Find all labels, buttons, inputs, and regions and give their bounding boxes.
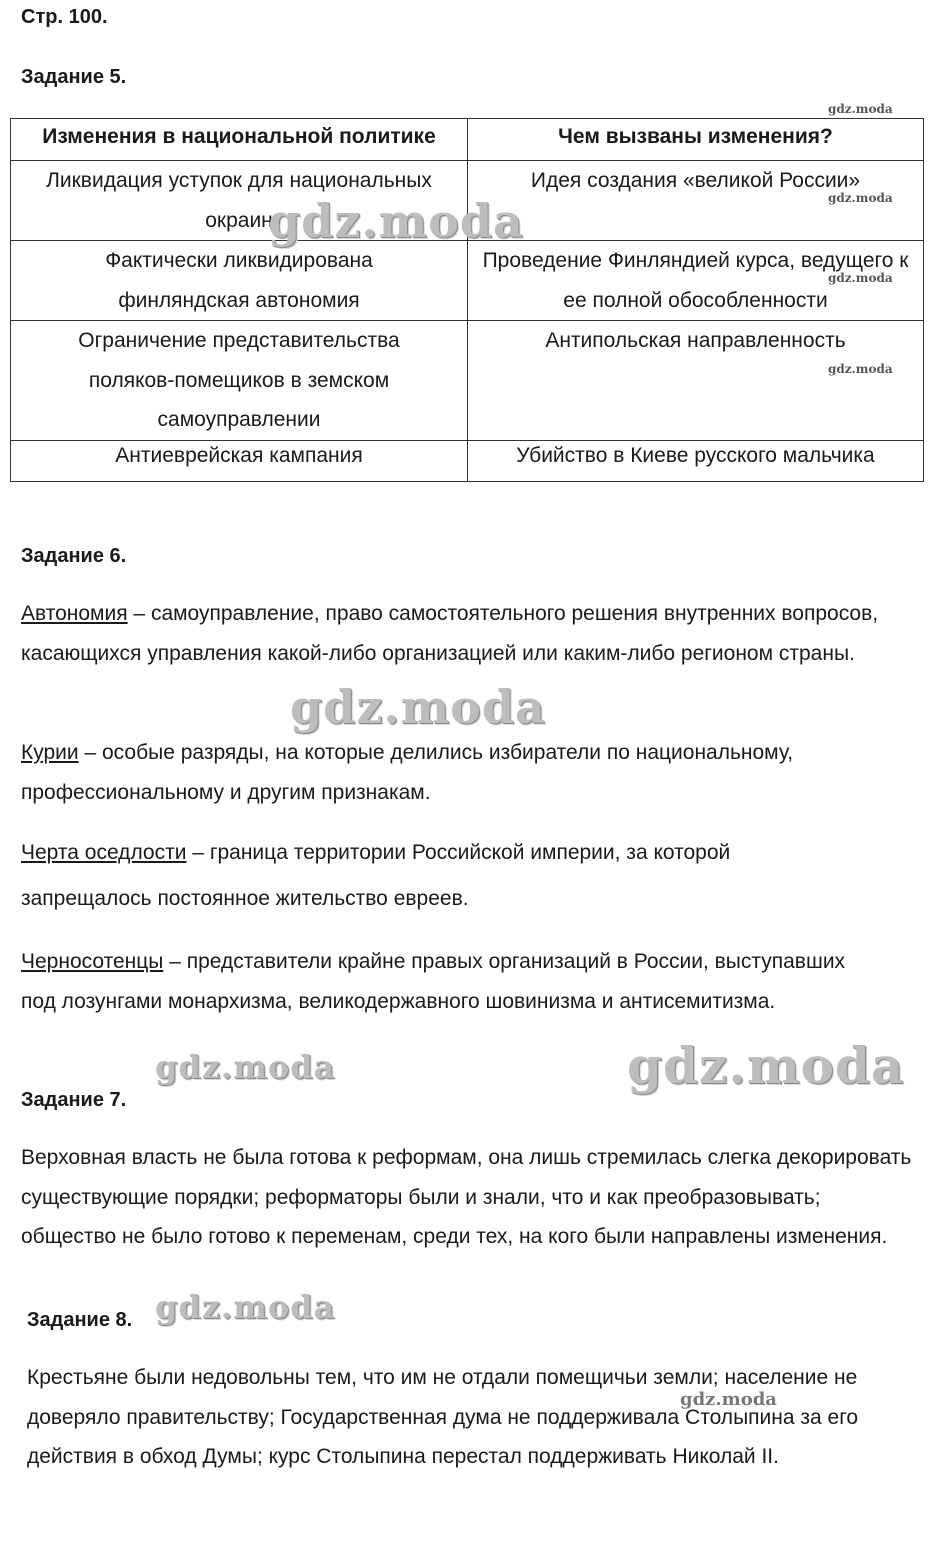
task6-title: Задание 6.: [21, 545, 127, 567]
definition-text: – граница территории Российской империи, за которой запрещалось постоянное жительство евреев.: [21, 841, 731, 910]
task8-text: Крестьяне были недовольны тем, что им не отдали помещичьи земли; население не доверяло правительству; Государственная дума не поддерживала Столыпина за его действия в обход Думы; курс Столыпина перестал поддерживать Николай II.: [27, 1366, 859, 1468]
table-cell: Проведение Финляндией курса, ведущего к ее полной обособленности: [468, 241, 924, 321]
table-header-row: [11, 119, 924, 161]
table-cell: Ликвидация уступок для национальных окраин: [11, 161, 468, 241]
table-row: [11, 441, 924, 482]
table-row: [11, 321, 924, 441]
table-cell: Фактически ликвидирована финляндская автономия: [11, 241, 468, 321]
table-header-cell: Изменения в национальной политике: [11, 119, 468, 161]
term: Черносотенцы: [21, 950, 164, 973]
watermark: gdz.moda: [155, 1288, 336, 1326]
definition-autonomy: [21, 594, 901, 673]
task5-title: Задание 5.: [21, 66, 127, 88]
definition-text: – особые разряды, на которые делились избиратели по национальному, профессиональному и другим признакам.: [21, 741, 794, 804]
definition-text: – представители крайне правых организаций в России, выступавших под лозунгами монархизма, великодержавного шовинизма и антисемитизма.: [21, 950, 846, 1013]
table-cell: Антипольская направленность: [468, 321, 924, 441]
table-cell: Антиеврейская кампания: [11, 441, 468, 482]
table-header-cell: Чем вызваны изменения?: [468, 119, 924, 161]
watermark: gdz.moda: [680, 1389, 777, 1410]
definition-black-hundreds: [21, 942, 851, 1021]
task8-title: Задание 8.: [27, 1309, 133, 1331]
watermark: gdz.moda: [268, 194, 524, 248]
table-cell: Ограничение представительства поляков-помещиков в земском самоуправлении: [11, 321, 468, 441]
watermark: gdz.moda: [828, 102, 893, 116]
task7-text: Верховная власть не была готова к реформам, она лишь стремилась слегка декорировать существующие порядки; реформаторы были и знали, что и как преобразовывать; общество не было готово к переменам, среди тех, на кого были направлены изменения.: [21, 1146, 912, 1248]
term: Курии: [21, 741, 79, 764]
term: Черта оседлости: [21, 841, 187, 864]
page-label: Стр. 100.: [21, 6, 108, 28]
term: Автономия: [21, 602, 128, 625]
definition-text: – самоуправление, право самостоятельного решения внутренних вопросов, касающихся управления какой-либо организацией или каким-либо регионом страны.: [21, 602, 879, 665]
watermark: gdz.moda: [155, 1048, 336, 1086]
watermark: gdz.moda: [828, 271, 893, 285]
watermark: gdz.moda: [828, 191, 893, 205]
definition-pale: [21, 830, 821, 922]
table-row: [11, 241, 924, 321]
watermark: gdz.moda: [290, 680, 546, 734]
task5-table: [10, 118, 924, 482]
watermark: gdz.moda: [828, 362, 893, 376]
task7-title: Задание 7.: [21, 1089, 127, 1111]
watermark: gdz.moda: [627, 1036, 905, 1095]
table-cell: Идея создания «великой России»: [468, 161, 924, 241]
definition-curiae: [21, 733, 901, 812]
table-cell: Убийство в Киеве русского мальчика: [468, 441, 924, 482]
